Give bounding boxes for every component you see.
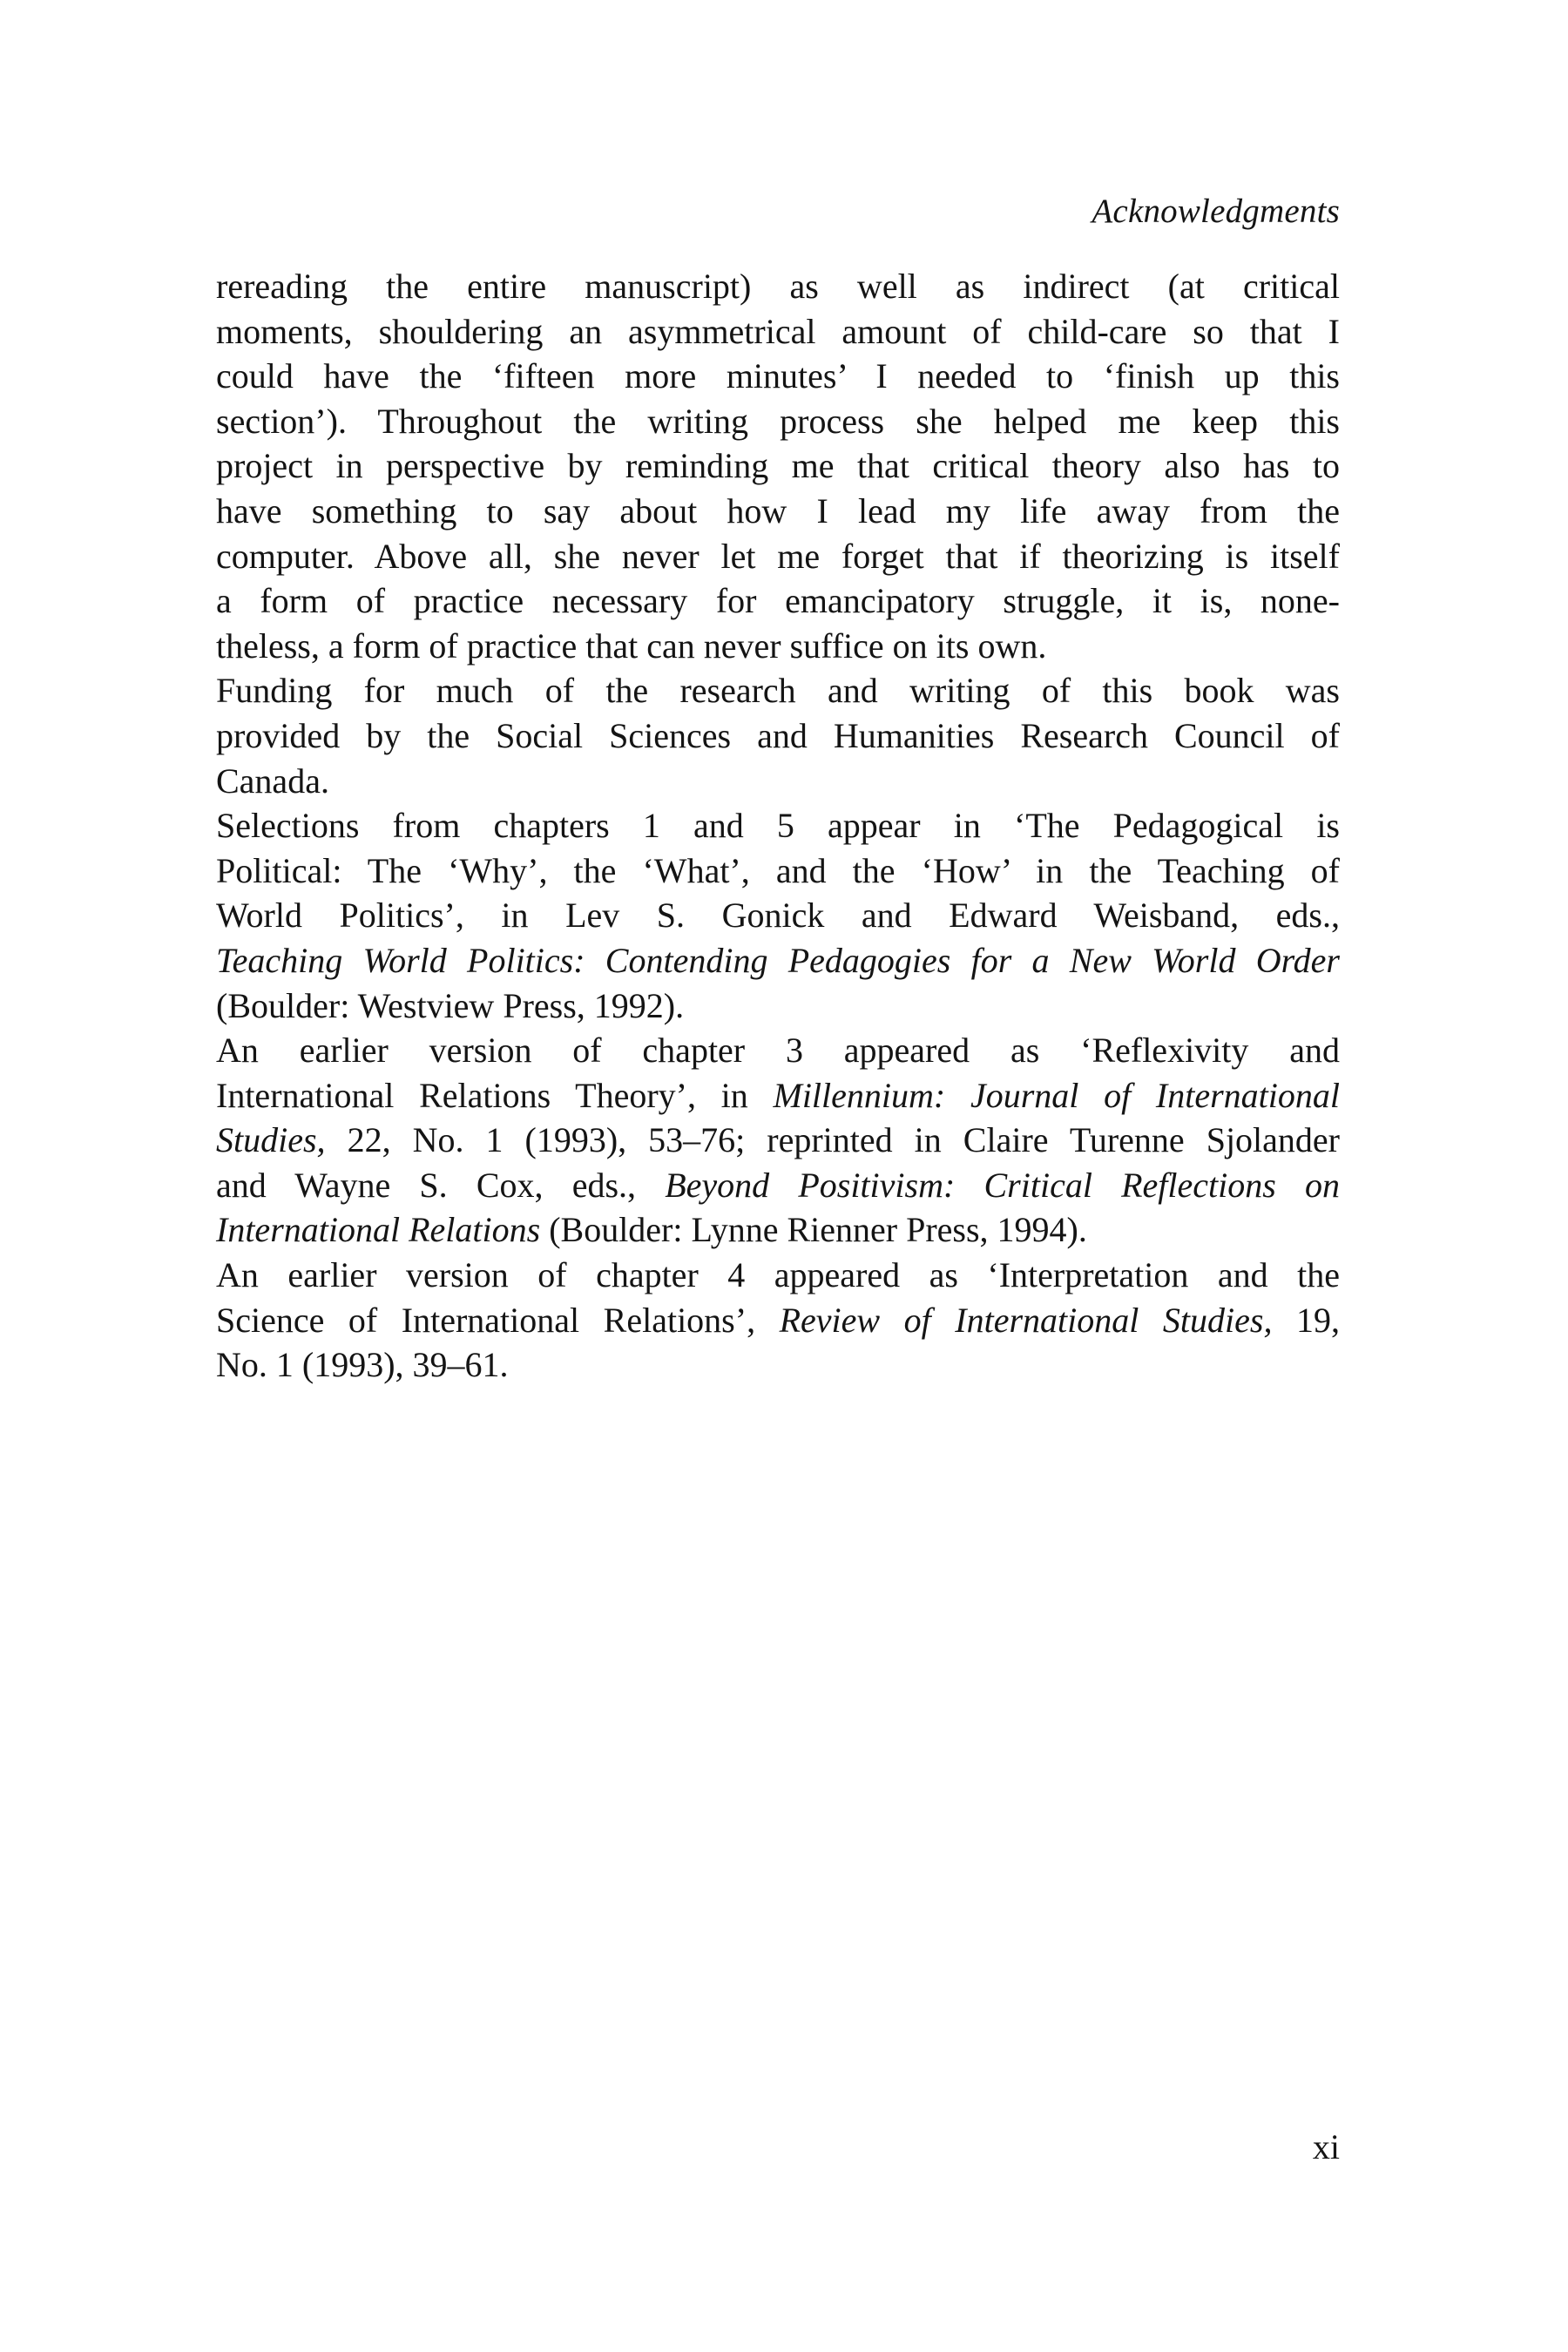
text-run: (Boulder: Lynne Rienner Press, 1994).	[540, 1210, 1087, 1250]
text-run: Science of International Relations’,	[216, 1300, 780, 1340]
paragraph-selections	[216, 803, 1340, 1028]
text-run: and Wayne S. Cox, eds.,	[216, 1165, 666, 1205]
text-line: An earlier version of chapter 3 appeared as ‘Reflexivity and	[216, 1031, 1340, 1071]
text-line: project in perspective by reminding me that critical theory also has to	[216, 446, 1340, 486]
text-run: International Relations Theory’, in	[216, 1075, 774, 1115]
text-line: computer. Above all, she never let me forget that if theorizing is itself	[216, 536, 1340, 576]
journal-title: Studies,	[216, 1120, 326, 1160]
book-title: International Relations	[216, 1210, 541, 1250]
paragraph-1	[216, 264, 1340, 668]
body-text	[216, 264, 1340, 1388]
text-line: provided by the Social Sciences and Humanities Research Council of	[216, 715, 1340, 755]
paragraph-chapter-4	[216, 1253, 1340, 1388]
text-line: An earlier version of chapter 4 appeared as ‘Interpretation and the	[216, 1255, 1340, 1295]
text-line: World Politics’, in Lev S. Gonick and Edward Weisband, eds.,	[216, 896, 1340, 936]
text-line: (Boulder: Westview Press, 1992).	[216, 985, 685, 1025]
page-number: xi	[1312, 2127, 1340, 2166]
paragraph-funding	[216, 668, 1340, 803]
text-line	[216, 1298, 1340, 1343]
text-line: Political: The ‘Why’, the ‘What’, and the ‘How’ in the Teaching of	[216, 850, 1340, 890]
book-title-line: Teaching World Politics: Contending Pedagogies for a New World Order	[216, 940, 1340, 980]
text-line: No. 1 (1993), 39–61.	[216, 1345, 509, 1385]
text-line	[216, 1073, 1340, 1119]
text-line	[216, 1118, 1340, 1163]
journal-title: Review of International Studies,	[779, 1300, 1273, 1340]
text-line: Canada.	[216, 760, 329, 801]
text-line: rereading the entire manuscript) as well as indirect (at critical	[216, 267, 1340, 306]
book-title: Beyond Positivism: Critical Reflections on	[665, 1165, 1341, 1205]
text-line	[216, 1163, 1340, 1208]
text-line: could have the ‘fifteen more minutes’ I needed to ‘finish up this	[216, 356, 1340, 396]
text-run: 19,	[1272, 1300, 1341, 1340]
running-head: Acknowledgments	[1092, 193, 1340, 230]
text-line: Selections from chapters 1 and 5 appear in ‘The Pedagogical is	[216, 806, 1340, 846]
journal-title: Millennium: Journal of International	[773, 1075, 1340, 1115]
text-line: Funding for much of the research and writing of this book was	[216, 671, 1340, 711]
text-line	[216, 1207, 1340, 1253]
paragraph-chapter-3	[216, 1028, 1340, 1253]
text-line: a form of practice necessary for emancipatory struggle, it is, none-	[216, 581, 1340, 621]
text-line: section’). Throughout the writing process she helped me keep this	[216, 401, 1340, 441]
text-line: theless, a form of practice that can never suffice on its own.	[216, 625, 1047, 666]
text-line: have something to say about how I lead my life away from the	[216, 490, 1340, 531]
text-line: moments, shouldering an asymmetrical amount of child-care so that I	[216, 311, 1340, 351]
text-run: 22, No. 1 (1993), 53–76; reprinted in Claire Turenne Sjolander	[325, 1120, 1340, 1160]
